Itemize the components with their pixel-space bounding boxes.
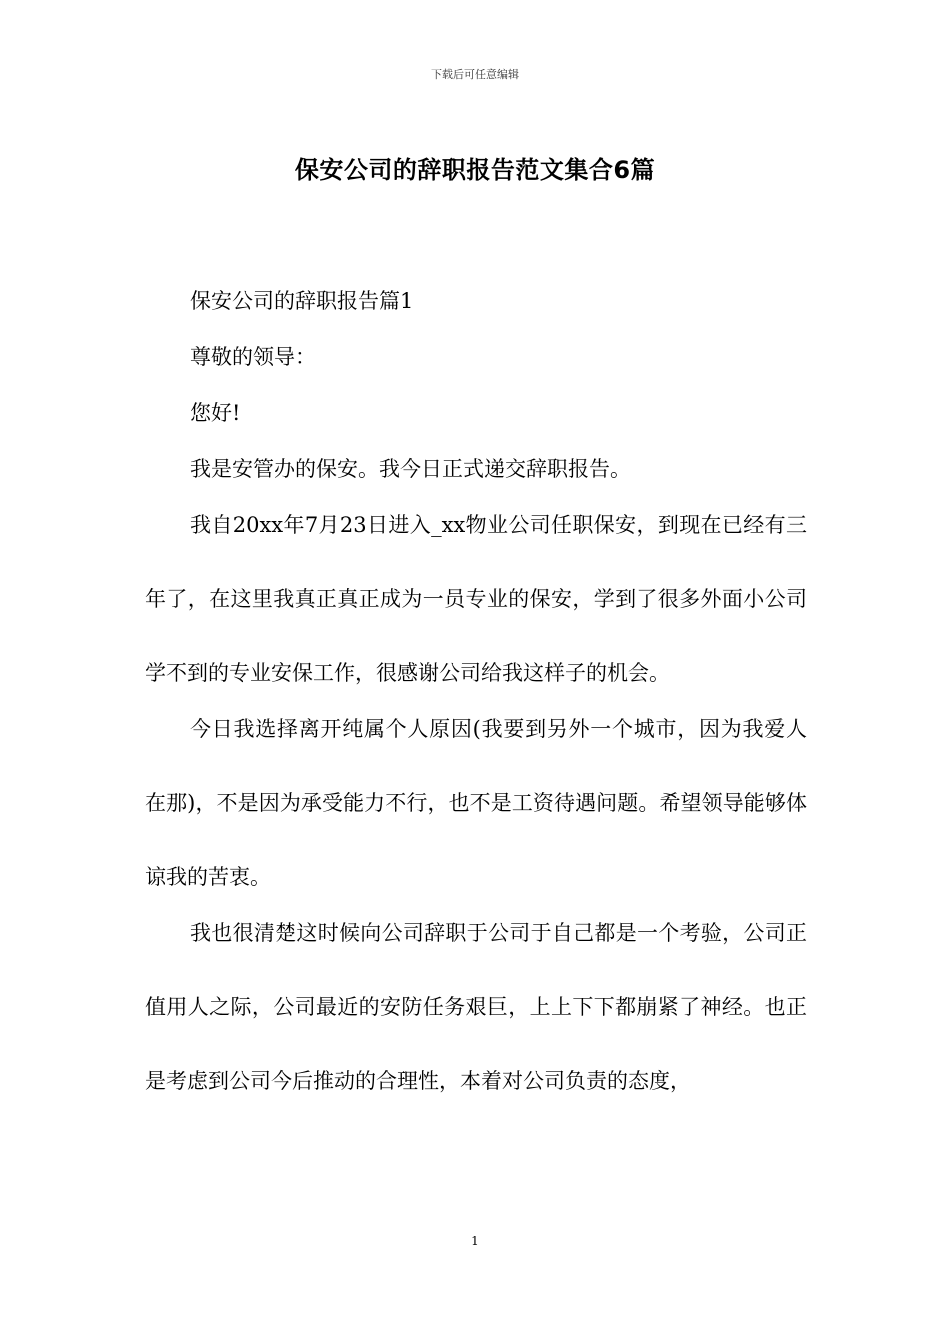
salutation: 尊敬的领导： xyxy=(190,345,316,369)
section-heading: 保安公司的辞职报告篇1 xyxy=(190,289,414,313)
document-body xyxy=(145,282,807,1118)
page-number: 1 xyxy=(471,1234,479,1248)
document-title: 保安公司的辞职报告范文集合6篇 xyxy=(294,156,656,184)
body-paragraph: 我自20xx年7月23日进入_xx物业公司任职保安，到现在已经有三年了，在这里我真正真正成为一员专业的保安，学到了很多外面小公司学不到的专业安保工作，很感谢公司给我这样子的机会。 xyxy=(145,513,807,685)
body-paragraph: 今日我选择离开纯属个人原因(我要到另外一个城市，因为我爱人在那)，不是因为承受能力不行，也不是工资待遇问题。希望领导能够体谅我的苦衷。 xyxy=(145,717,807,889)
body-paragraph: 我也很清楚这时候向公司辞职于公司于自己都是一个考验，公司正值用人之际，公司最近的安防任务艰巨，上上下下都崩紧了神经。也正是考虑到公司今后推动的合理性，本着对公司负责的态度， xyxy=(145,921,807,1093)
greeting: 您好! xyxy=(190,401,241,425)
header-note: 下载后可任意编辑 xyxy=(431,68,519,81)
body-paragraph: 我是安管办的保安。我今日正式递交辞职报告。 xyxy=(190,457,631,481)
